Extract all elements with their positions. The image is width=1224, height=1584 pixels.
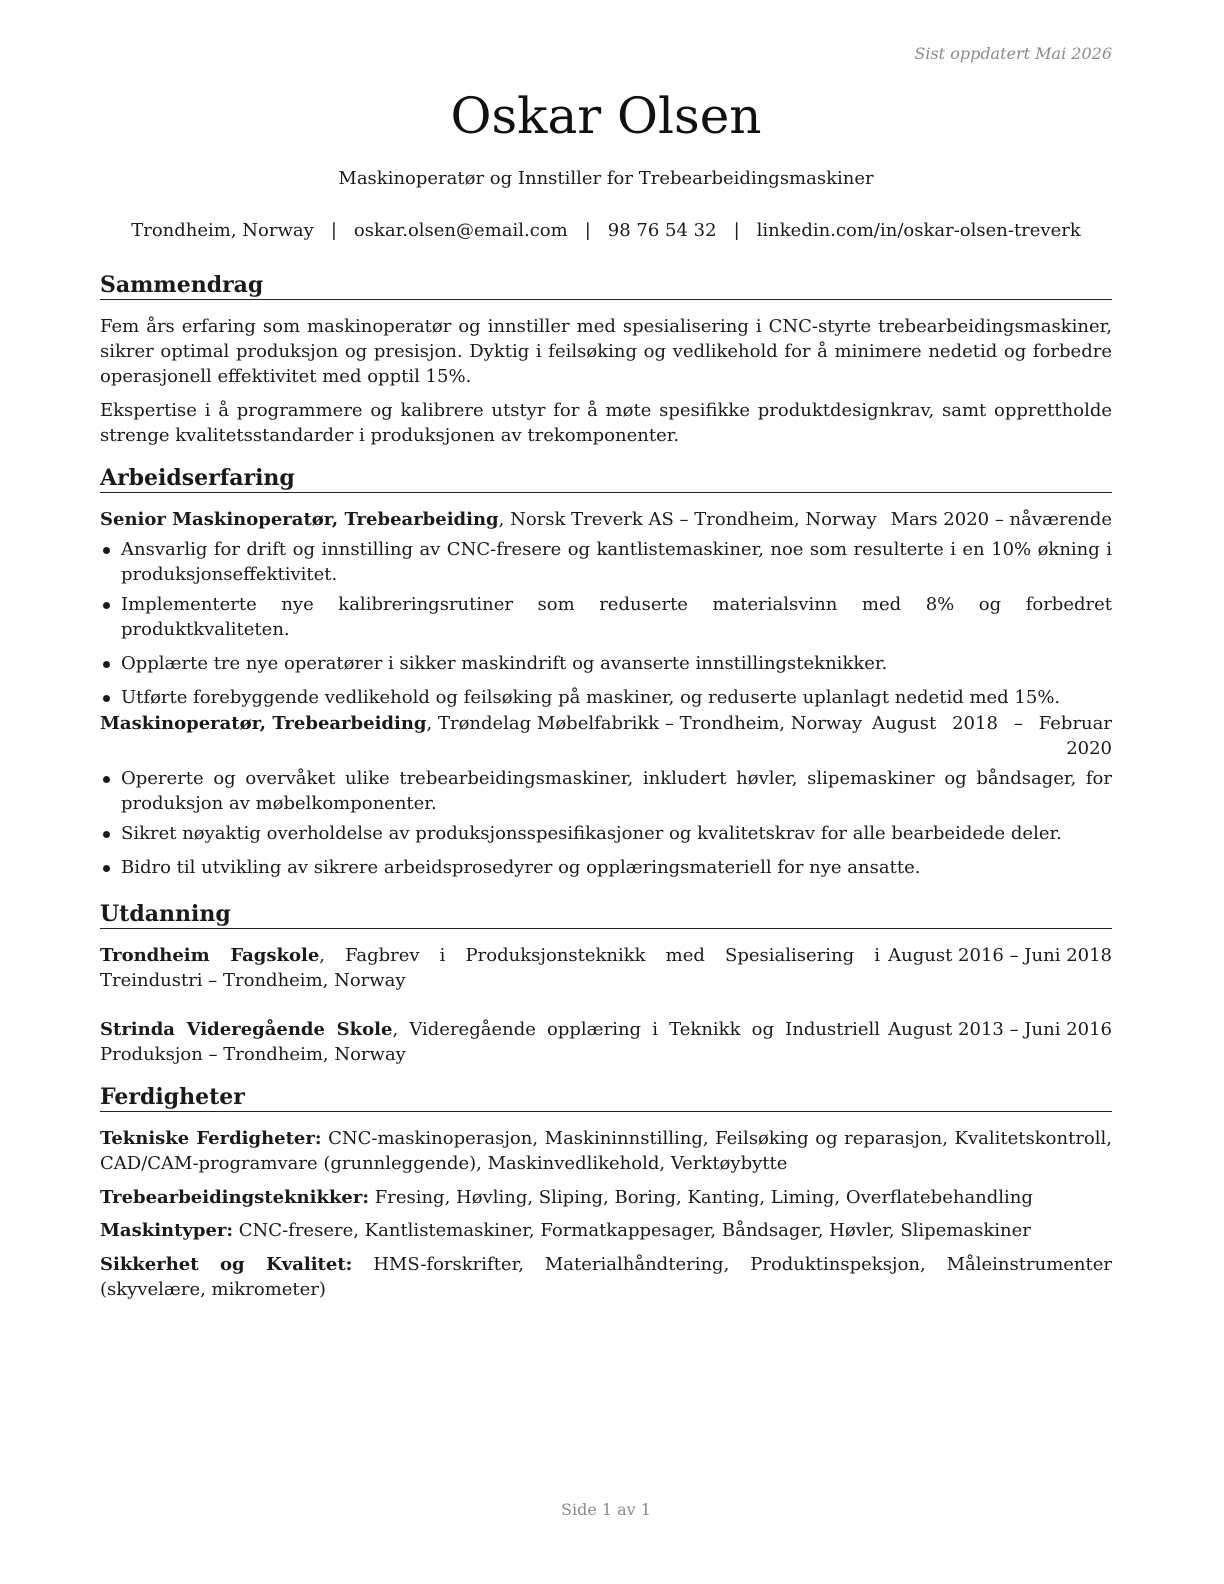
- bullet-icon: [103, 776, 110, 783]
- list-item: Opererte og overvåket ulike trebearbeidingsmaskiner, inkludert høvler, slipemaskiner og båndsager, for produksjon av møbelkomponenter.: [100, 766, 1112, 816]
- candidate-name: Oskar Olsen: [450, 87, 762, 145]
- skill-label: Trebearbeidingsteknikker:: [100, 1187, 369, 1208]
- contact-phone: 98 76 54 32: [607, 220, 717, 241]
- list-item: Utførte forebyggende vedlikehold og feilsøking på maskiner, og reduserte uplanlagt nedetid med 15%.: [100, 685, 1112, 710]
- list-item: Opplærte tre nye operatører i sikker maskindrift og avanserte innstillingsteknikker.: [100, 651, 1112, 676]
- education-detail: , Videregående opplæring i Teknikk og Industriell Produksjon – Trondheim, Norway: [100, 1019, 880, 1065]
- contact-separator: |: [733, 220, 740, 241]
- section-title-experience: Arbeidserfaring: [100, 464, 1112, 493]
- skill-label: Tekniske Ferdigheter:: [100, 1128, 322, 1149]
- skill-value: CNC-fresere, Kantlistemaskiner, Formatkappesager, Båndsager, Høvler, Slipemaskiner: [233, 1220, 1031, 1241]
- list-item: Ansvarlig for drift og innstilling av CNC-fresere og kantlistemaskiner, noe som resulterte i en 10% økning i produksjonseffektivitet.: [100, 537, 1112, 587]
- education-entry: [100, 1017, 1112, 1067]
- bullet-icon: [103, 602, 110, 609]
- contact-separator: |: [584, 220, 591, 241]
- list-item: Implementerte nye kalibreringsrutiner som reduserte materialsvinn med 8% og forbedret produktkvaliteten.: [100, 592, 1112, 642]
- skill-row: [100, 1185, 1112, 1210]
- bullet-icon: [103, 865, 110, 872]
- job-dates: Mars 2020 – nåværende: [890, 509, 1112, 530]
- list-item: Sikret nøyaktig overholdelse av produksjonsspesifikasjoner og kvalitetskrav for alle bearbeidede deler.: [100, 821, 1112, 846]
- contact-email[interactable]: oskar.olsen@email.com: [353, 220, 568, 241]
- summary-paragraph-1: Fem års erfaring som maskinoperatør og innstiller med spesialisering i CNC-styrte trebearbeidingsmaskiner, sikrer optimal produksjon og presisjon. Dyktig i feilsøking og vedlikehold for å minimere nedetid og forbedre operasjonell effektivitet med opptil 15%.: [100, 316, 1112, 387]
- skill-label: Maskintyper:: [100, 1220, 234, 1241]
- education-school: Strinda Videregående Skole: [100, 1019, 393, 1040]
- education-dates: August 2013 – Juni 2016: [888, 1019, 1112, 1040]
- education-dates: August 2016 – Juni 2018: [888, 945, 1112, 966]
- bullet-icon: [103, 547, 110, 554]
- job-role-company: [100, 507, 877, 532]
- contact-line: [100, 219, 1112, 243]
- bullet-icon: [103, 661, 110, 668]
- education-school: Trondheim Fagskole: [100, 945, 320, 966]
- education-detail: , Fagbrev i Produksjonsteknikk med Spesialisering i Treindustri – Trondheim, Norway: [100, 945, 880, 991]
- skill-value: HMS-forskrifter, Materialhåndtering, Produktinspeksjon, Måleinstrumenter (skyvelære, mikrometer): [100, 1254, 1112, 1300]
- contact-location: Trondheim, Norway: [131, 220, 314, 241]
- skill-label: Sikkerhet og Kvalitet:: [100, 1254, 353, 1275]
- skill-row: [100, 1126, 1112, 1176]
- summary-paragraph-2: Ekspertise i å programmere og kalibrere utstyr for å møte spesifikke produktdesignkrav, samt opprettholde strenge kvalitetsstandarder i produksjonen av trekomponenter.: [100, 400, 1112, 446]
- job-company: , Norsk Treverk AS – Trondheim, Norway: [498, 509, 877, 530]
- skill-row: [100, 1218, 1112, 1243]
- job-company: , Trøndelag Møbelfabrikk – Trondheim, Norway: [426, 713, 863, 734]
- skill-value: Fresing, Høvling, Sliping, Boring, Kanting, Liming, Overflatebehandling: [369, 1187, 1033, 1208]
- job-role: Senior Maskinoperatør, Trebearbeiding: [100, 509, 499, 530]
- job-role: Maskinoperatør, Trebearbeiding: [100, 713, 427, 734]
- page-number: Side 1 av 1: [561, 1500, 651, 1519]
- bullet-icon: [103, 695, 110, 702]
- section-title-skills: Ferdigheter: [100, 1083, 1112, 1112]
- last-updated: Sist oppdatert Mai 2026: [914, 44, 1112, 63]
- job-role-company: [100, 711, 862, 736]
- bullet-icon: [103, 831, 110, 838]
- skill-value: CNC-maskinoperasjon, Maskininnstilling, Feilsøking og reparasjon, Kvalitetskontroll, CAD/CAM-programvare (grunnleggende), Maskinvedlikehold, Verktøybytte: [100, 1128, 1112, 1174]
- contact-separator: |: [330, 220, 337, 241]
- job-title: Maskinoperatør og Innstiller for Trebearbeidingsmaskiner: [338, 168, 874, 189]
- section-title-summary: Sammendrag: [100, 271, 1112, 300]
- education-entry: [100, 943, 1112, 993]
- section-title-education: Utdanning: [100, 900, 1112, 929]
- job-bullets: [100, 766, 1112, 880]
- list-item: Bidro til utvikling av sikrere arbeidsprosedyrer og opplæringsmateriell for nye ansatte.: [100, 855, 1112, 880]
- contact-linkedin[interactable]: linkedin.com/in/oskar-olsen-treverk: [756, 220, 1081, 241]
- skill-row: [100, 1252, 1112, 1302]
- job-dates: August 2018 – Februar 2020: [872, 713, 1112, 759]
- job-bullets: [100, 537, 1112, 710]
